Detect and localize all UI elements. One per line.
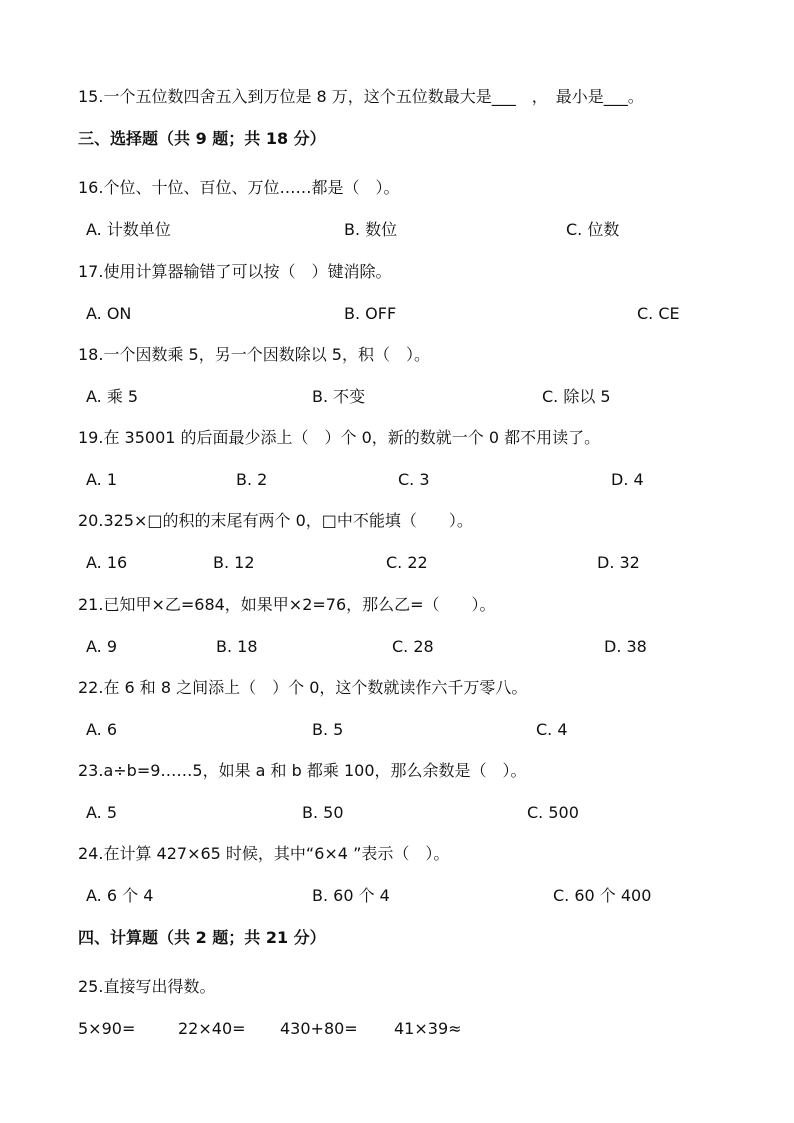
q21-option-d: D. 38 [604, 637, 647, 656]
q23-option-c: C. 500 [527, 803, 579, 822]
q20-option-d: D. 32 [597, 553, 640, 572]
question-21: 21.已知甲×乙=684，如果甲×2=76，那么乙=（ ）。 [78, 595, 496, 614]
q19-option-c: C. 3 [398, 470, 430, 489]
q23-option-b: B. 50 [302, 803, 344, 822]
q20-option-b: B. 12 [213, 553, 255, 572]
q24-option-c: C. 60 个 400 [553, 886, 652, 905]
q22-option-c: C. 4 [536, 720, 568, 739]
q19-option-d: D. 4 [611, 470, 644, 489]
q17-option-c: C. CE [637, 304, 680, 323]
q21-option-b: B. 18 [216, 637, 258, 656]
question-19: 19.在 35001 的后面最少添上（ ）个 0，新的数就一个 0 都不用读了。 [78, 428, 601, 447]
q18-option-b: B. 不变 [312, 387, 366, 406]
q22-option-a: A. 6 [86, 720, 118, 739]
q24-option-a: A. 6 个 4 [86, 886, 154, 905]
q20-option-a: A. 16 [86, 553, 128, 572]
question-22: 22.在 6 和 8 之间添上（ ）个 0，这个数就读作六千万零八。 [78, 678, 528, 697]
calc-item-4: 41×39≈ [394, 1019, 462, 1038]
question-25: 25.直接写出得数。 [78, 977, 216, 996]
question-17: 17.使用计算器输错了可以按（ ）键消除。 [78, 262, 392, 281]
q16-option-a: A. 计数单位 [86, 220, 171, 239]
q19-option-b: B. 2 [236, 470, 268, 489]
question-24: 24.在计算 427×65 时候，其中“6×4 ”表示（ ）。 [78, 844, 450, 863]
q22-option-b: B. 5 [312, 720, 344, 739]
question-23: 23.a÷b=9……5，如果 a 和 b 都乘 100，那么余数是（ ）。 [78, 761, 527, 780]
q17-option-a: A. ON [86, 304, 132, 323]
q21-option-a: A. 9 [86, 637, 118, 656]
q19-option-a: A. 1 [86, 470, 118, 489]
q20-option-c: C. 22 [386, 553, 428, 572]
q18-option-a: A. 乘 5 [86, 387, 139, 406]
q17-option-b: B. OFF [344, 304, 397, 323]
calc-item-1: 5×90= [78, 1019, 136, 1038]
question-16: 16.个位、十位、百位、万位……都是（ ）。 [78, 178, 400, 197]
question-15: 15.一个五位数四舍五入到万位是 8 万，这个五位数最大是___ ， 最小是___。 [78, 87, 644, 106]
calc-item-3: 430+80= [280, 1019, 358, 1038]
q21-option-c: C. 28 [392, 637, 434, 656]
q18-option-c: C. 除以 5 [542, 387, 611, 406]
q23-option-a: A. 5 [86, 803, 118, 822]
section-heading-calc: 四、计算题（共 2 题；共 21 分） [78, 928, 326, 947]
q16-option-b: B. 数位 [344, 220, 398, 239]
question-18: 18.一个因数乘 5，另一个因数除以 5，积（ ）。 [78, 345, 430, 364]
question-20: 20.325×□的积的末尾有两个 0，□中不能填（ ）。 [78, 511, 473, 530]
q16-option-c: C. 位数 [566, 220, 620, 239]
q24-option-b: B. 60 个 4 [312, 886, 390, 905]
calc-item-2: 22×40= [178, 1019, 246, 1038]
section-heading-choice: 三、选择题（共 9 题；共 18 分） [78, 129, 326, 148]
